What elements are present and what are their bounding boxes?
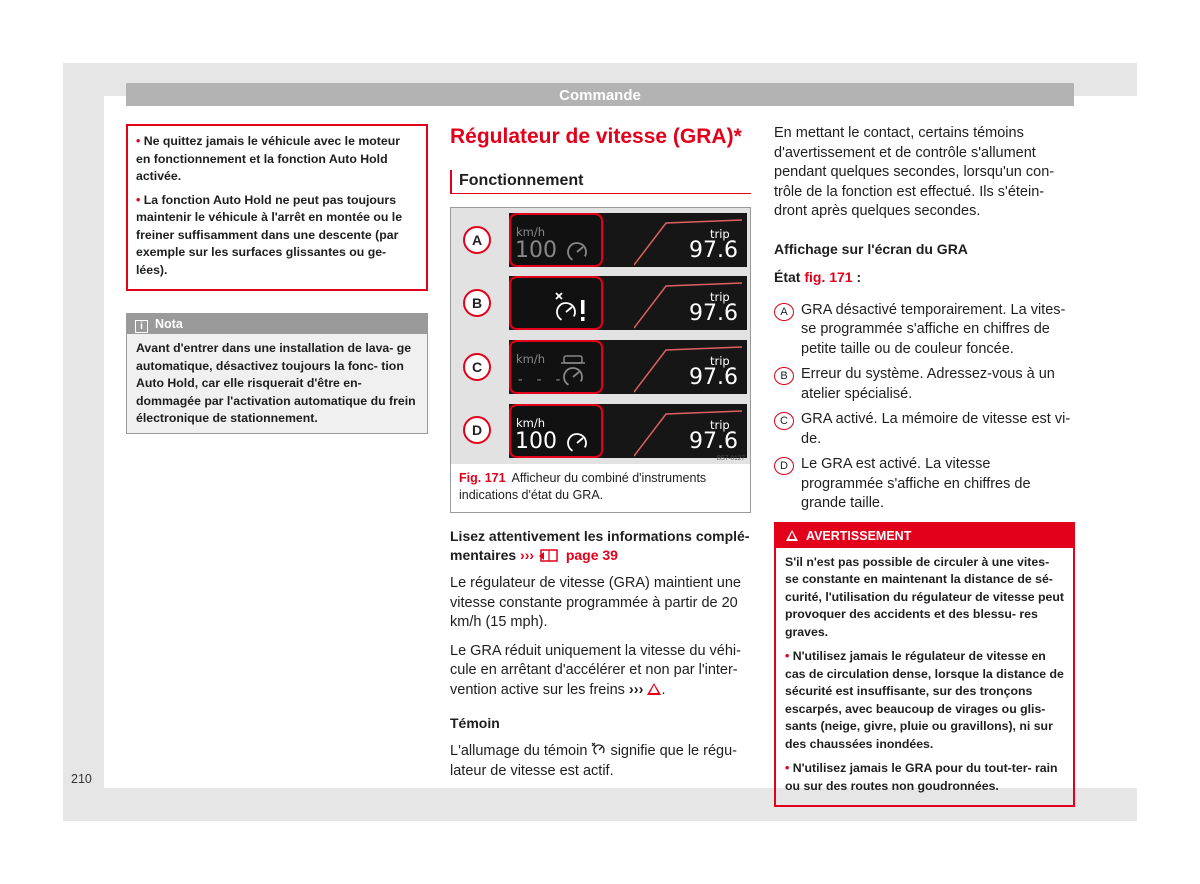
bullet-icon: •: [785, 761, 790, 775]
legend-item: C GRA activé. La mémoire de vitesse est vi- de.: [774, 410, 1075, 449]
legend-item: D Le GRA est activé. La vitesse programmée s'affiche en chiffres de grande taille.: [774, 455, 1075, 514]
figure-letter: B: [463, 289, 491, 317]
display-panel: [509, 213, 747, 267]
left-column: [126, 124, 428, 434]
page-header: Commande: [126, 83, 1074, 106]
set-speed-empty: - - -: [516, 372, 564, 388]
trip-label: trip: [710, 290, 730, 304]
cruise-control-vehicle-icon: [559, 350, 595, 390]
trip-value: 97.6: [689, 365, 738, 390]
warning-item: • La fonction Auto Hold ne peut pas toujours maintenir le véhicule à l'arrêt en montée ou le freiner suffisamment dans une descente (par exemple sur les surfaces glissantes ou ge- lées).: [136, 192, 403, 277]
speed-unit: km/h: [516, 416, 546, 430]
warning-triangle-icon: [647, 683, 661, 695]
warning-item: • N'utilisez jamais le régulateur de vitesse en cas de circulation dense, lorsque la distance de sécurité est insuffisante, sur des tronçons escarpés, avec beaucoup de virages ou glis- sants (neige, givre, pluie ou gravillons), ni sur des chaussées inondées.: [785, 649, 1064, 751]
cruise-control-icon: [564, 430, 592, 454]
info-icon: i: [135, 320, 148, 333]
warning-item: • N'utilisez jamais le GRA pour du tout-ter- rain ou sur des routes non goudronnées.: [785, 761, 1058, 793]
trip-label: trip: [710, 418, 730, 432]
auto-hold-warning-box: [126, 124, 428, 291]
legend-item: B Erreur du système. Adressez-vous à un atelier spécialisé.: [774, 365, 1075, 404]
read-more-note: Lisez attentivement les informations complé- mentaires ››› page 39: [450, 528, 750, 563]
state-line: État fig. 171 :: [774, 268, 862, 285]
main-title: Régulateur de vitesse (GRA)*: [450, 125, 742, 148]
cruise-control-icon: [591, 742, 606, 756]
book-reference-icon: [538, 547, 562, 563]
cruise-control-icon: [564, 239, 592, 263]
set-speed: 100: [515, 429, 557, 454]
display-panel: [509, 340, 747, 394]
display-heading: Affichage sur l'écran du GRA: [774, 240, 968, 257]
trip-value: 97.6: [689, 238, 738, 263]
figure-caption: Fig. 171 Afficheur du combiné d'instruments indications d'état du GRA.: [459, 471, 707, 502]
intro-paragraph: En mettant le contact, certains témoins d'avertissement et de contrôle s'allument pendant quelques secondes, lorsqu'un con- trôle de la fonction est effectué. Ils s'étein- dront après quelques secondes.: [774, 125, 1055, 219]
gra-warning-box: [774, 522, 1075, 808]
temoin-heading: Témoin: [450, 715, 500, 731]
page-link[interactable]: page 39: [565, 547, 618, 563]
figure-letter: C: [463, 353, 491, 381]
bullet-icon: •: [136, 134, 141, 148]
figure-link[interactable]: fig. 171: [804, 268, 853, 285]
page-number: 210: [71, 772, 92, 786]
trip-label: trip: [710, 227, 730, 241]
warning-header: AVERTISSEMENT: [776, 524, 1073, 548]
middle-column: [450, 124, 751, 790]
right-column: [774, 124, 1075, 807]
trip-value: 97.6: [689, 301, 738, 326]
legend-list: [774, 301, 1075, 514]
set-speed: 100: [515, 238, 557, 263]
nota-text: Avant d'entrer dans une installation de lava- ge automatique, désactivez toujours la fonc- tion Auto Hold, car elle risquerait d'être en- dommagée par l'activation automatique du frein électronique de stationnement.: [127, 334, 427, 433]
display-panel: [509, 404, 747, 458]
speed-unit: km/h: [516, 225, 546, 239]
figure-171: [450, 207, 751, 513]
instrument-display-figure: [451, 208, 750, 464]
warning-icon: [786, 530, 798, 541]
cruise-control-error-icon: [553, 288, 593, 326]
figure-letter: A: [463, 226, 491, 254]
display-panel: [509, 276, 747, 330]
nota-box: [126, 313, 428, 434]
figure-letter: D: [463, 416, 491, 444]
speed-unit: km/h: [516, 352, 546, 366]
figure-code: B57-0127: [716, 455, 745, 462]
warning-item: • Ne quittez jamais le véhicule avec le moteur en fonctionnement et la fonction Auto Hold activée.: [136, 134, 401, 183]
trip-value: 97.6: [689, 429, 738, 454]
paragraph: Le GRA réduit uniquement la vitesse du véhi- cule en arrêtant d'accélérer et non par l'inter- vention active sur les freins ››› .: [450, 642, 741, 698]
paragraph: L'allumage du témoin signifie que le régu- lateur de vitesse est actif.: [450, 743, 738, 779]
bullet-icon: •: [136, 192, 141, 207]
paragraph: Le régulateur de vitesse (GRA) maintient une vitesse constante programmée à partir de 20 km/h (15 mph).: [450, 575, 741, 630]
trip-label: trip: [710, 354, 730, 368]
nota-header: i Nota: [127, 314, 427, 334]
legend-item: A GRA désactivé temporairement. La vites- se programmée s'affiche en chiffres de petite taille ou de couleur foncée.: [774, 301, 1075, 360]
bullet-icon: •: [785, 649, 790, 663]
warning-intro: S'il n'est pas possible de circuler à une vites- se constante en maintenant la distance de sé- curité, l'utilisation du régulateur de vitesse peut provoquer des accidents et des blessu- res graves.: [785, 554, 1064, 639]
section-heading: Fonctionnement: [450, 170, 751, 194]
warning-body: [776, 548, 1073, 806]
